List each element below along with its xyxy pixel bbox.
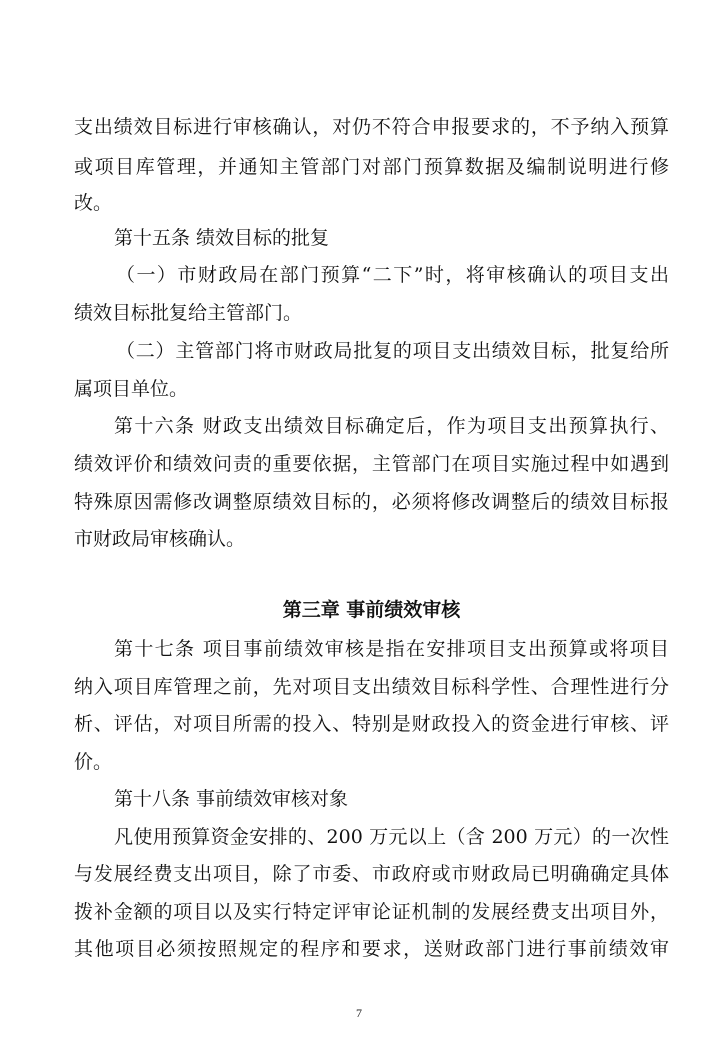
- article-paragraph-line: 凡使用预算资金安排的、200 万元以上（含 200 万元）的一次性: [114, 826, 669, 848]
- text-line: 属项目单位。: [74, 378, 189, 400]
- text-line: 其他项目必须按照规定的程序和要求，送财政部门进行事前绩效审: [74, 938, 669, 960]
- article-heading: 第十八条 事前绩效审核对象: [114, 788, 349, 810]
- text-line: 价。: [74, 751, 113, 773]
- text-line: 改。: [74, 192, 113, 214]
- text-line: 市财政局审核确认。: [74, 528, 246, 550]
- article-paragraph-line: 第十六条 财政支出绩效目标确定后，作为项目支出预算执行、: [114, 415, 669, 437]
- text-line: （一）市财政局在部门预算“二下”时，将审核确认的项目支出: [116, 264, 669, 286]
- text-line: 或项目库管理，并通知主管部门对部门预算数据及编制说明进行修: [74, 156, 669, 178]
- page-number: 7: [356, 1006, 362, 1020]
- text-line: 绩效评价和绩效问责的重要依据，主管部门在项目实施过程中如遇到: [74, 453, 669, 475]
- text-line: 绩效目标批复给主管部门。: [74, 302, 303, 324]
- text-line: 纳入项目库管理之前，先对项目支出绩效目标科学性、合理性进行分: [74, 676, 669, 698]
- text-line: 与发展经费支出项目，除了市委、市政府或市财政局已明确确定具体: [74, 863, 669, 885]
- article-heading: 第十五条 绩效目标的批复: [114, 227, 330, 249]
- text-line: 拨补金额的项目以及实行特定评审论证机制的发展经费支出项目外，: [74, 901, 669, 923]
- chapter-title: 第三章 事前绩效审核: [282, 599, 461, 621]
- text-line: 支出绩效目标进行审核确认，对仍不符合申报要求的，不予纳入预算: [74, 116, 669, 138]
- text-line: 析、评估，对项目所需的投入、特别是财政投入的资金进行审核、评: [74, 713, 669, 735]
- article-paragraph-line: 第十七条 项目事前绩效审核是指在安排项目支出预算或将项目: [114, 638, 669, 660]
- text-line: （二）主管部门将市财政局批复的项目支出绩效目标，批复给所: [116, 340, 669, 362]
- text-line: 特殊原因需修改调整原绩效目标的，必须将修改调整后的绩效目标报: [74, 491, 669, 513]
